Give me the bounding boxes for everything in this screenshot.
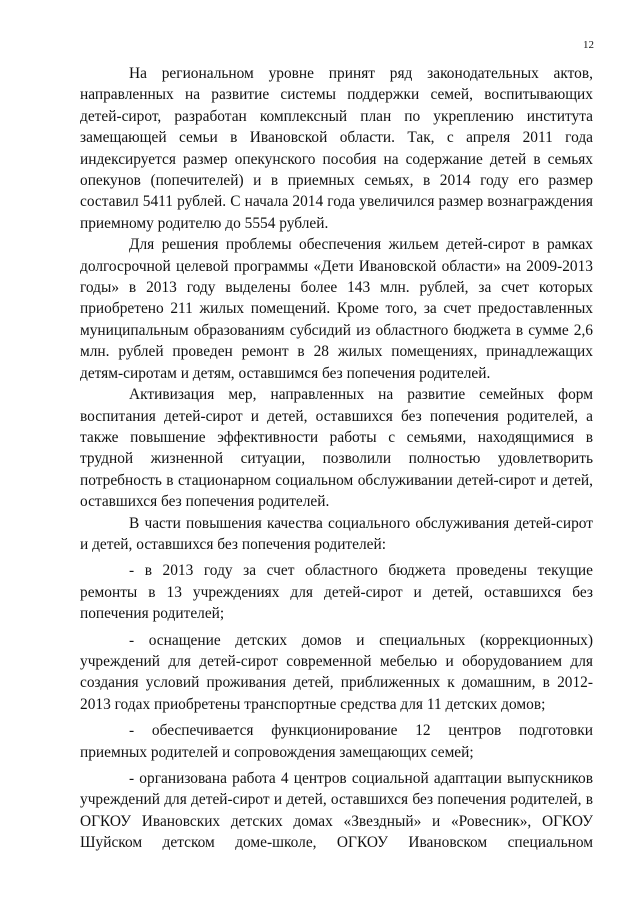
paragraph-service-quality-intro: В части повышения качества социального обслуживания детей-сирот и детей, оставшихся без попечения родителей:	[80, 514, 593, 553]
list-item-training-centers: - обеспечивается функционирование 12 центров подготовки приемных родителей и сопровождения замещающих семей;	[80, 722, 593, 761]
list-item-repairs: - в 2013 году за счет областного бюджета проведены текущие ремонты в 13 учреждениях для детей-сирот и детей, оставшихся без попечения родителей;	[80, 562, 593, 623]
list-item-equipment: - оснащение детских домов и специальных (коррекционных) учреждений для детей-сирот современной мебелью и оборудованием для создания условий проживания детей, приближенных к домашним, в 2012-2013 годах приобретены транспортные средства для 11 детских домов;	[80, 631, 593, 713]
list-item-adaptation-centers: - организована работа 4 центров социальной адаптации выпускников учреждений для детей-сирот и детей, оставшихся без попечения родителей, в ОГКОУ Ивановских детских домах «Звездный» и «Ровесник», ОГКОУ Шуйском детском доме-школе, ОГКОУ Ивановском специальном	[80, 770, 593, 852]
page-number: 12	[583, 39, 594, 51]
paragraph-housing-program: Для решения проблемы обеспечения жильем детей-сирот в рамках долгосрочной целевой программы «Дети Ивановской области» на 2009-2013 годы» в 2013 году выделены более 143 млн. рублей, за счет которых приобретено 211 жилых помещений. Кроме того, за счет предоставленных муниципальным образованиям субсидий из областного бюджета в сумме 2,6 млн. рублей проведен ремонт в 28 жилых помещениях, принадлежащих детям-сиротам и детям, оставшимся без попечения родителей.	[80, 236, 593, 382]
paragraph-regional-legislation: На региональном уровне принят ряд законодательных актов, направленных на развитие системы поддержки семей, воспитывающих детей-сирот, разработан комплексный план по укреплению института замещающей семьи в Ивановской области. Так, с апреля 2011 года индексируется размер опекунского пособия на содержание детей в семьях опекунов (попечителей) и в приемных семьях, в 2014 году его размер составил 5411 рублей. С начала 2014 года увеличился размер вознаграждения приемному родителю до 5554 рублей.	[80, 65, 593, 232]
document-body	[80, 63, 593, 854]
paragraph-family-forms: Активизация мер, направленных на развитие семейных форм воспитания детей-сирот и детей, оставшихся без попечения родителей, а также повышение эффективности работы с семьями, находящимися в трудной жизненной ситуации, позволили полностью удовлетворить потребность в стационарном социальном обслуживании детей-сирот и детей, оставшихся без попечения родителей.	[80, 386, 593, 511]
